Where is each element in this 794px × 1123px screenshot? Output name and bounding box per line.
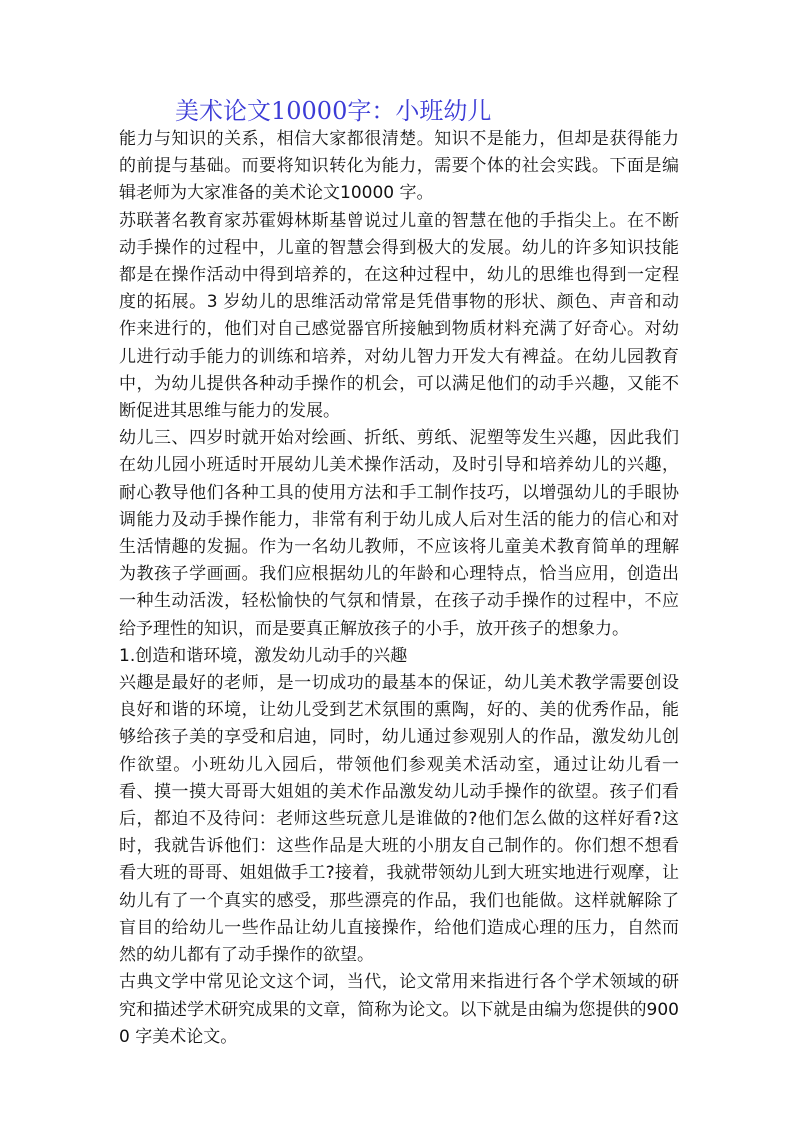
paragraph-closing: 古典文学中常见论文这个词，当代，论文常用来指进行各个学术领域的研究和描述学术研究成果的文章，简称为论文。以下就是由编为您提供的9000 字美术论文。 xyxy=(119,972,679,1047)
document-body xyxy=(119,126,679,1051)
paragraph-sukhomlinsky: 苏联著名教育家苏霍姆林斯基曾说过儿童的智慧在他的手指尖上。在不断动手操作的过程中，儿童的智慧会得到极大的发展。幼儿的许多知识技能都是在操作活动中得到培养的，在这种过程中，幼儿的思维也得到一定程度的拓展。3 岁幼儿的思维活动常常是凭借事物的形状、颜色、声音和动作来进行的，他们对自己感觉器官所接触到物质材料充满了好奇心。对幼儿进行动手能力的训练和培养，对幼儿智力开发大有裨益。在幼儿园教育中，为幼儿提供各种动手操作的机会，可以满足他们的动手兴趣，又能不断促进其思维与能力的发展。 xyxy=(119,210,679,422)
paragraph-environment: 兴趣是最好的老师，是一切成功的最基本的保证，幼儿美术教学需要创设良好和谐的环境，让幼儿受到艺术氛围的熏陶，好的、美的优秀作品，能够给孩子美的享受和启迪，同时，幼儿通过参观别人的作品，激发幼儿创作欲望。小班幼儿入园后，带领他们参观美术活动室，通过让幼儿看一看、摸一摸大哥哥大姐姐的美术作品激发幼儿动手操作的欲望。孩子们看后，都迫不及待问：老师这些玩意儿是谁做的?他们怎么做的这样好看?这时，我就告诉他们：这些作品是大班的小朋友自己制作的。你们想不想看看大班的哥哥、姐姐做手工?接着，我就带领幼儿到大班实地进行观摩，让幼儿有了一个真实的感受，那些漂亮的作品，我们也能做。这样就解除了盲目的给幼儿一些作品让幼儿直接操作，给他们造成心理的压力，自然而然的幼儿都有了动手操作的欲望。 xyxy=(119,673,679,966)
paragraph-intro: 能力与知识的关系，相信大家都很清楚。知识不是能力，但却是获得能力的前提与基础。而要将知识转化为能力，需要个体的社会实践。下面是编辑老师为大家准备的美术论文10000 字。 xyxy=(119,129,679,204)
paragraph-interest-age: 幼儿三、四岁时就开始对绘画、折纸、剪纸、泥塑等发生兴趣，因此我们在幼儿园小班适时开展幼儿美术操作活动，及时引导和培养幼儿的兴趣，耐心教导他们各种工具的使用方法和手工制作技巧，以增强幼儿的手眼协调能力及动手操作能力，非常有利于幼儿成人后对生活的能力的信心和对生活情趣的发掘。作为一名幼儿教师，不应该将儿童美术教育简单的理解为教孩子学画画。我们应根据幼儿的年龄和心理特点，恰当应用，创造出一种生动活泼，轻松愉快的气氛和情景，在孩子动手操作的过程中，不应给予理性的知识，而是要真正解放孩子的小手，放开孩子的想象力。 xyxy=(119,428,679,639)
document-title: 美术论文10000字：小班幼儿 xyxy=(175,97,492,125)
section-heading-1: 1.创造和谐环境，激发幼儿动手的兴趣 xyxy=(119,645,408,666)
